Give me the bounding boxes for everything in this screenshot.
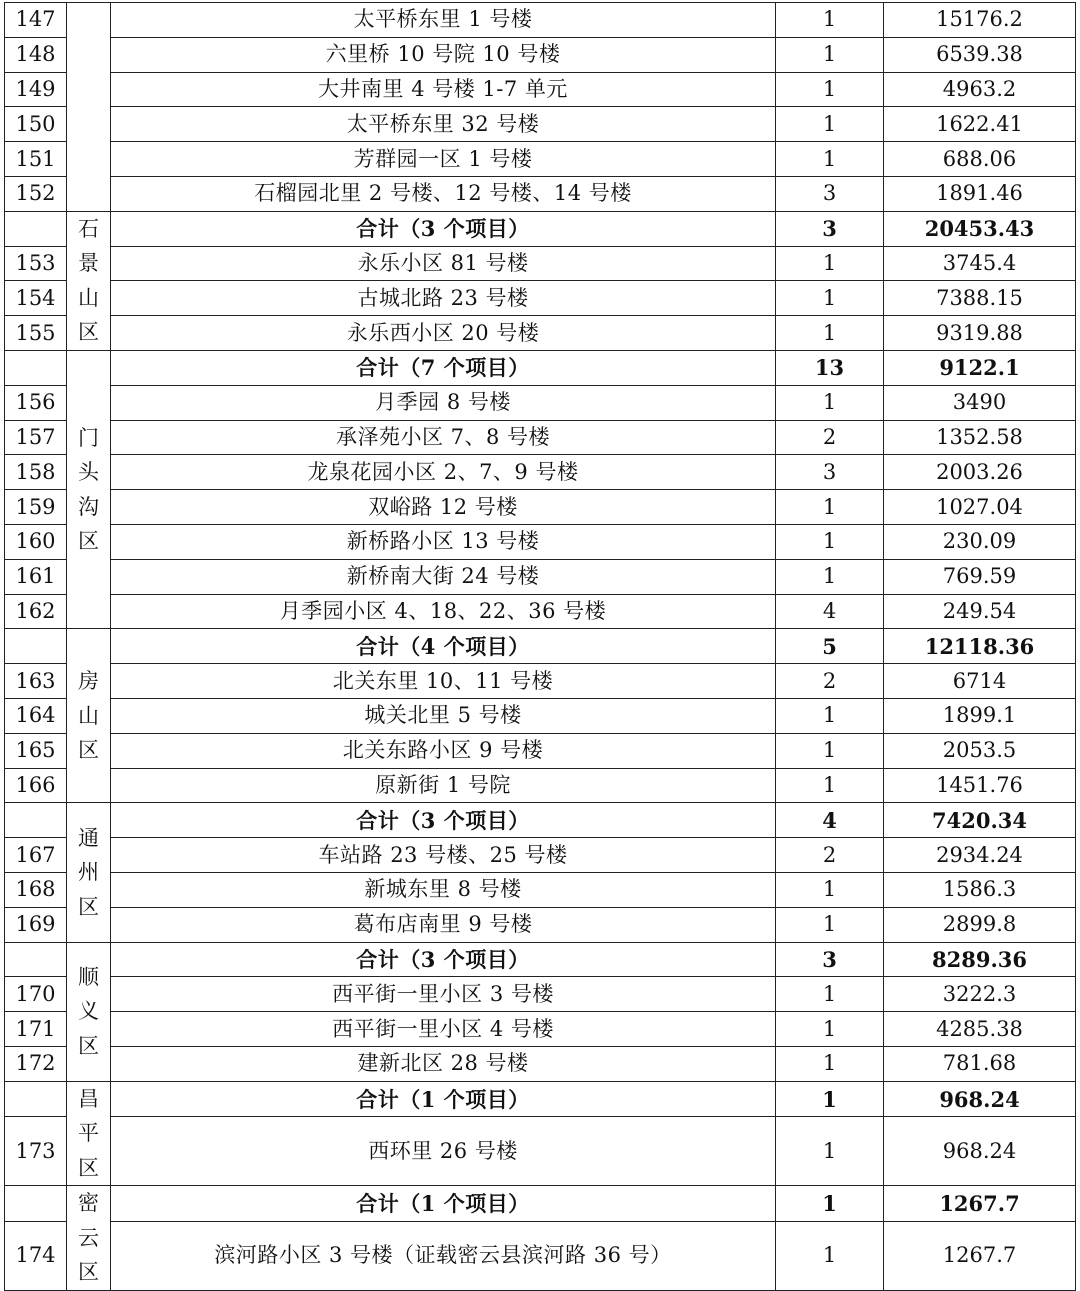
project-name: 石榴园北里 2 号楼、12 号楼、14 号楼 — [111, 176, 776, 211]
row-number: 153 — [5, 246, 67, 281]
district-label: 通州区 — [78, 825, 99, 919]
row-number — [5, 1081, 67, 1117]
area-value: 4285.38 — [884, 1012, 1076, 1047]
area-value: 1899.1 — [884, 698, 1076, 733]
building-count: 1 — [776, 3, 884, 38]
building-count: 2 — [776, 838, 884, 873]
building-count: 1 — [776, 1046, 884, 1081]
building-count: 1 — [776, 1221, 884, 1290]
project-name: 月季园 8 号楼 — [111, 385, 776, 420]
housing-project-table — [4, 2, 1076, 1291]
row-number — [5, 803, 67, 838]
area-value: 8289.36 — [884, 942, 1076, 977]
table-row — [5, 316, 1076, 351]
row-number: 170 — [5, 977, 67, 1012]
building-count: 3 — [776, 176, 884, 211]
area-value: 3745.4 — [884, 246, 1076, 281]
row-number: 150 — [5, 107, 67, 142]
row-number: 164 — [5, 698, 67, 733]
building-count: 3 — [776, 942, 884, 977]
table-row — [5, 524, 1076, 559]
building-count: 1 — [776, 1012, 884, 1047]
table-row — [5, 838, 1076, 873]
row-number: 167 — [5, 838, 67, 873]
area-value: 1451.76 — [884, 768, 1076, 803]
subtotal-row — [5, 629, 1076, 664]
project-name: 永乐小区 81 号楼 — [111, 246, 776, 281]
row-number — [5, 350, 67, 385]
area-value: 7388.15 — [884, 281, 1076, 316]
district-cell — [67, 211, 111, 350]
table-row — [5, 733, 1076, 768]
area-value: 2053.5 — [884, 733, 1076, 768]
district-cell — [67, 629, 111, 803]
district-cell — [67, 942, 111, 1081]
row-number: 165 — [5, 733, 67, 768]
area-value: 9319.88 — [884, 316, 1076, 351]
area-value: 1352.58 — [884, 420, 1076, 455]
district-label: 顺义区 — [78, 964, 99, 1058]
row-number — [5, 1186, 67, 1222]
district-label: 门头沟区 — [78, 425, 99, 554]
area-value: 249.54 — [884, 594, 1076, 629]
row-number: 173 — [5, 1117, 67, 1186]
district-label: 密云区 — [78, 1191, 99, 1285]
table-row — [5, 594, 1076, 629]
building-count: 1 — [776, 1186, 884, 1222]
area-value: 15176.2 — [884, 3, 1076, 38]
table-row — [5, 490, 1076, 525]
table-row — [5, 768, 1076, 803]
area-value: 7420.34 — [884, 803, 1076, 838]
table-row — [5, 420, 1076, 455]
table-row — [5, 1046, 1076, 1081]
project-name: 新桥南大街 24 号楼 — [111, 559, 776, 594]
area-value: 20453.43 — [884, 211, 1076, 246]
table-row — [5, 664, 1076, 699]
building-count: 1 — [776, 72, 884, 107]
area-value: 2934.24 — [884, 838, 1076, 873]
area-value: 968.24 — [884, 1117, 1076, 1186]
district-label: 昌平区 — [78, 1086, 99, 1180]
row-number: 157 — [5, 420, 67, 455]
building-count: 1 — [776, 1081, 884, 1117]
building-count: 3 — [776, 211, 884, 246]
table-row — [5, 37, 1076, 72]
row-number: 152 — [5, 176, 67, 211]
row-number — [5, 211, 67, 246]
building-count: 4 — [776, 594, 884, 629]
row-number: 158 — [5, 455, 67, 490]
project-name: 双峪路 12 号楼 — [111, 490, 776, 525]
district-cell — [67, 803, 111, 942]
building-count: 1 — [776, 107, 884, 142]
row-number: 171 — [5, 1012, 67, 1047]
building-count: 1 — [776, 733, 884, 768]
project-name: 芳群园一区 1 号楼 — [111, 142, 776, 177]
row-number: 169 — [5, 907, 67, 942]
table-row — [5, 3, 1076, 38]
row-number: 156 — [5, 385, 67, 420]
area-value: 6539.38 — [884, 37, 1076, 72]
table-row — [5, 455, 1076, 490]
row-number: 149 — [5, 72, 67, 107]
area-value: 968.24 — [884, 1081, 1076, 1117]
subtotal-label: 合计（3 个项目） — [111, 211, 776, 246]
subtotal-label: 合计（1 个项目） — [111, 1081, 776, 1117]
project-name: 新桥路小区 13 号楼 — [111, 524, 776, 559]
table-row — [5, 107, 1076, 142]
building-count: 5 — [776, 629, 884, 664]
district-cell — [67, 1186, 111, 1291]
subtotal-label: 合计（7 个项目） — [111, 350, 776, 385]
area-value: 12118.36 — [884, 629, 1076, 664]
area-value: 781.68 — [884, 1046, 1076, 1081]
building-count: 1 — [776, 246, 884, 281]
project-name: 西平街一里小区 4 号楼 — [111, 1012, 776, 1047]
area-value: 2899.8 — [884, 907, 1076, 942]
row-number: 161 — [5, 559, 67, 594]
project-name: 古城北路 23 号楼 — [111, 281, 776, 316]
row-number: 151 — [5, 142, 67, 177]
area-value: 6714 — [884, 664, 1076, 699]
subtotal-label: 合计（4 个项目） — [111, 629, 776, 664]
project-name: 承泽苑小区 7、8 号楼 — [111, 420, 776, 455]
row-number — [5, 942, 67, 977]
building-count: 1 — [776, 37, 884, 72]
project-name: 建新北区 28 号楼 — [111, 1046, 776, 1081]
table-row — [5, 385, 1076, 420]
project-name: 北关东里 10、11 号楼 — [111, 664, 776, 699]
district-cell — [67, 350, 111, 628]
project-name: 西平街一里小区 3 号楼 — [111, 977, 776, 1012]
building-count: 2 — [776, 420, 884, 455]
subtotal-row — [5, 1081, 1076, 1117]
subtotal-label: 合计（3 个项目） — [111, 942, 776, 977]
subtotal-row — [5, 942, 1076, 977]
row-number: 160 — [5, 524, 67, 559]
area-value: 2003.26 — [884, 455, 1076, 490]
area-value: 769.59 — [884, 559, 1076, 594]
building-count: 1 — [776, 559, 884, 594]
district-label: 石景山区 — [78, 216, 99, 345]
project-name: 葛布店南里 9 号楼 — [111, 907, 776, 942]
building-count: 1 — [776, 907, 884, 942]
table-row — [5, 698, 1076, 733]
building-count: 1 — [776, 768, 884, 803]
area-value: 9122.1 — [884, 350, 1076, 385]
row-number: 172 — [5, 1046, 67, 1081]
area-value: 4963.2 — [884, 72, 1076, 107]
district-cell — [67, 1081, 111, 1186]
row-number: 168 — [5, 872, 67, 907]
project-name: 北关东路小区 9 号楼 — [111, 733, 776, 768]
area-value: 1586.3 — [884, 872, 1076, 907]
subtotal-row — [5, 350, 1076, 385]
row-number: 154 — [5, 281, 67, 316]
district-cell — [67, 3, 111, 212]
building-count: 1 — [776, 281, 884, 316]
table-row — [5, 72, 1076, 107]
table-row — [5, 176, 1076, 211]
project-name: 龙泉花园小区 2、7、9 号楼 — [111, 455, 776, 490]
area-value: 688.06 — [884, 142, 1076, 177]
area-value: 1027.04 — [884, 490, 1076, 525]
district-label: 房山区 — [78, 669, 99, 763]
area-value: 1891.46 — [884, 176, 1076, 211]
table-body — [5, 3, 1076, 1291]
project-name: 六里桥 10 号院 10 号楼 — [111, 37, 776, 72]
project-name: 原新街 1 号院 — [111, 768, 776, 803]
project-name: 西环里 26 号楼 — [111, 1117, 776, 1186]
row-number: 166 — [5, 768, 67, 803]
project-name: 城关北里 5 号楼 — [111, 698, 776, 733]
building-count: 3 — [776, 455, 884, 490]
building-count: 1 — [776, 698, 884, 733]
table-row — [5, 1012, 1076, 1047]
subtotal-row — [5, 1186, 1076, 1222]
subtotal-row — [5, 211, 1076, 246]
subtotal-label: 合计（1 个项目） — [111, 1186, 776, 1222]
row-number: 159 — [5, 490, 67, 525]
building-count: 1 — [776, 872, 884, 907]
building-count: 1 — [776, 142, 884, 177]
table-row — [5, 907, 1076, 942]
subtotal-row — [5, 803, 1076, 838]
row-number: 148 — [5, 37, 67, 72]
table-row — [5, 281, 1076, 316]
table-row — [5, 1221, 1076, 1290]
project-name: 新城东里 8 号楼 — [111, 872, 776, 907]
row-number: 174 — [5, 1221, 67, 1290]
table-row — [5, 142, 1076, 177]
building-count: 1 — [776, 316, 884, 351]
row-number: 147 — [5, 3, 67, 38]
building-count: 2 — [776, 664, 884, 699]
project-name: 太平桥东里 1 号楼 — [111, 3, 776, 38]
building-count: 4 — [776, 803, 884, 838]
table-row — [5, 977, 1076, 1012]
table-row — [5, 1117, 1076, 1186]
area-value: 1267.7 — [884, 1186, 1076, 1222]
project-name: 滨河路小区 3 号楼（证载密云县滨河路 36 号） — [111, 1221, 776, 1290]
project-name: 月季园小区 4、18、22、36 号楼 — [111, 594, 776, 629]
area-value: 1622.41 — [884, 107, 1076, 142]
area-value: 230.09 — [884, 524, 1076, 559]
building-count: 1 — [776, 524, 884, 559]
row-number: 163 — [5, 664, 67, 699]
building-count: 1 — [776, 385, 884, 420]
area-value: 1267.7 — [884, 1221, 1076, 1290]
project-name: 永乐西小区 20 号楼 — [111, 316, 776, 351]
subtotal-label: 合计（3 个项目） — [111, 803, 776, 838]
building-count: 1 — [776, 977, 884, 1012]
table-row — [5, 246, 1076, 281]
area-value: 3222.3 — [884, 977, 1076, 1012]
project-name: 太平桥东里 32 号楼 — [111, 107, 776, 142]
table-row — [5, 872, 1076, 907]
building-count: 1 — [776, 1117, 884, 1186]
row-number: 162 — [5, 594, 67, 629]
table-row — [5, 559, 1076, 594]
building-count: 1 — [776, 490, 884, 525]
building-count: 13 — [776, 350, 884, 385]
area-value: 3490 — [884, 385, 1076, 420]
project-name: 大井南里 4 号楼 1-7 单元 — [111, 72, 776, 107]
row-number — [5, 629, 67, 664]
project-name: 车站路 23 号楼、25 号楼 — [111, 838, 776, 873]
row-number: 155 — [5, 316, 67, 351]
